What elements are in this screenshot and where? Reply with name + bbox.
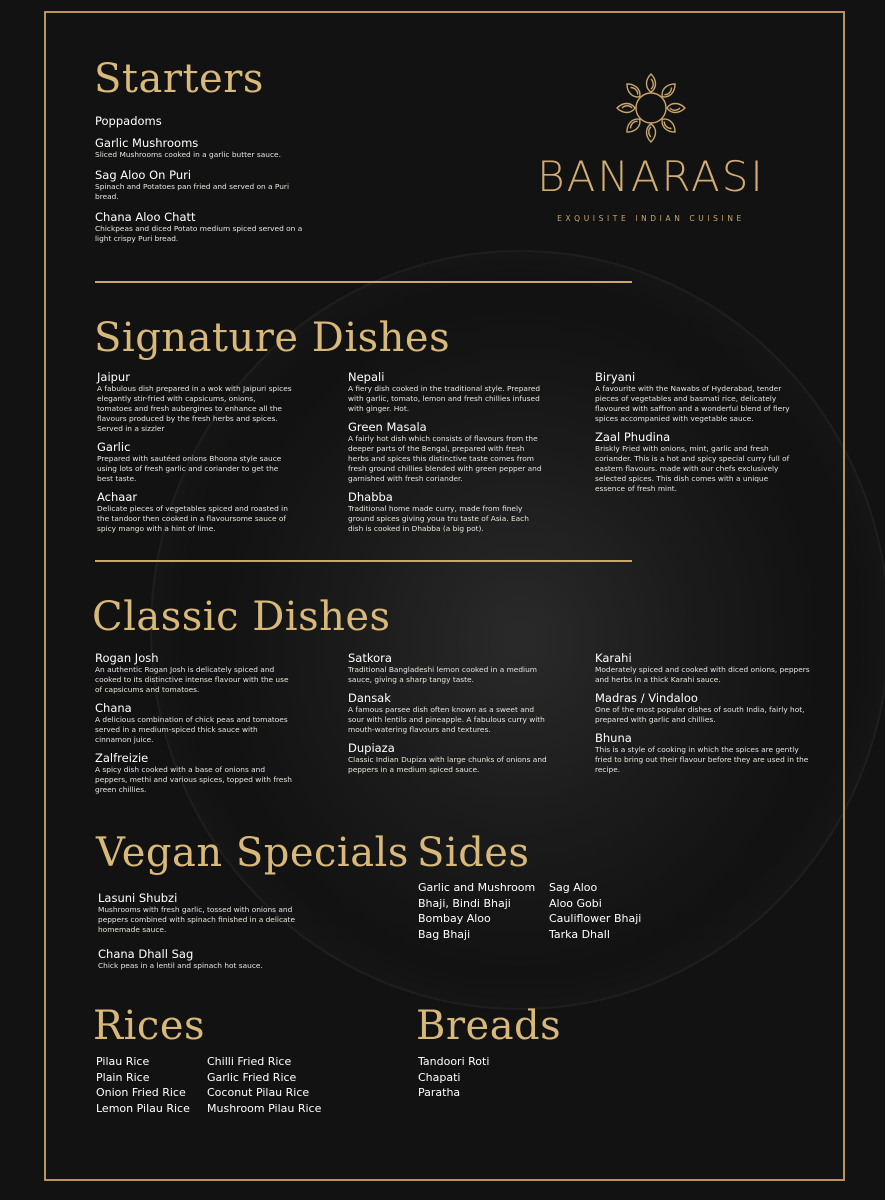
list-item: Tandoori Roti xyxy=(418,1055,490,1068)
section-divider xyxy=(95,281,632,283)
rices-column-2 xyxy=(207,1054,337,1116)
menu-item xyxy=(348,420,543,484)
starters-title: Starters xyxy=(94,56,264,102)
signature-column-2 xyxy=(348,370,543,540)
classic-title: Classic Dishes xyxy=(92,594,391,640)
list-item: Bombay Aloo xyxy=(418,912,491,925)
menu-item xyxy=(95,114,305,128)
list-item: Bhaji, Bindi Bhaji xyxy=(418,896,511,910)
dish-name: Chana Dhall Sag xyxy=(98,947,194,961)
list-item: Lemon Pilau Rice xyxy=(96,1101,190,1115)
dish-name: Zalfreizie xyxy=(95,751,149,765)
dish-name: Biryani xyxy=(595,370,636,384)
dish-name: Karahi xyxy=(595,651,632,665)
dish-description: Moderately spiced and cooked with diced onions, peppers and herbs in a thick Karahi sauce. xyxy=(595,665,810,684)
menu-item xyxy=(595,651,810,685)
dish-description: Traditional Bangladeshi lemon cooked in a medium sauce, giving a sharp tangy taste. xyxy=(348,665,537,684)
brand-tagline: EXQUISITE INDIAN CUISINE xyxy=(557,214,745,223)
dish-description: One of the most popular dishes of south India, fairly hot, prepared with garlic and chillies. xyxy=(595,705,805,724)
dish-name: Madras / Vindaloo xyxy=(595,691,698,705)
menu-item xyxy=(595,370,795,424)
list-item: Sag Aloo xyxy=(549,881,598,894)
dish-name: Nepali xyxy=(348,370,385,384)
dish-name: Chana Aloo Chatt xyxy=(95,210,196,224)
dish-description: Delicate pieces of vegetables spiced and roasted in the tandoor then cooked in a flavoursome sauce of spicy mango with a hint of lime. xyxy=(97,504,288,533)
dish-name: Chana xyxy=(95,701,132,715)
list-item: Coconut Pilau Rice xyxy=(207,1086,310,1099)
rices-column-1 xyxy=(96,1054,206,1116)
dish-description: Sliced Mushrooms cooked in a garlic butter sauce. xyxy=(95,150,281,159)
menu-item xyxy=(95,701,295,745)
dish-name: Zaal Phudina xyxy=(595,430,671,444)
dish-name: Rogan Josh xyxy=(95,651,159,665)
dish-description: A fairly hot dish which consists of flavours from the deeper parts of the Bengal, prepared with fresh herbs and spices this distinctive taste comes from fresh ground chillies blended with green pepper and garnished with fresh coriander. xyxy=(348,434,542,483)
sides-column-2 xyxy=(549,880,669,942)
list-item: Mushroom Pilau Rice xyxy=(207,1101,322,1115)
signature-title: Signature Dishes xyxy=(94,315,451,361)
dish-name: Dhabba xyxy=(348,490,393,504)
dish-name: Dansak xyxy=(348,691,391,705)
menu-item xyxy=(98,947,298,971)
dish-name: Jaipur xyxy=(97,370,130,384)
dish-name: Bhuna xyxy=(595,731,632,745)
list-item: Chilli Fried Rice xyxy=(207,1055,292,1068)
menu-item xyxy=(348,651,548,685)
dish-description: Traditional home made curry, made from finely ground spices giving youa tru taste of Asia. Each dish is cooked in Dhabba (a big pot). xyxy=(348,504,529,533)
list-item: Cauliflower Bhaji xyxy=(549,912,642,925)
menu-item xyxy=(95,651,295,695)
breads-list xyxy=(418,1054,548,1101)
menu-item xyxy=(95,136,305,160)
menu-item xyxy=(97,370,292,434)
dish-description: A fabulous dish prepared in a wok with Jaipuri spices elegantly stir-fried with capsicums, onions, tomatoes and fresh aubergines to enhance all the flavours produced by the fresh herbs and spices. Served in a sizzler xyxy=(97,384,292,433)
menu-item xyxy=(95,168,305,202)
dish-description: An authentic Rogan Josh is delicately spiced and cooked to its distinctive intense flavour with the use of capsicums and tomatoes. xyxy=(95,665,289,694)
brand-name: BANARASI xyxy=(537,152,765,201)
dish-name: Garlic xyxy=(97,440,131,454)
list-item: Tarka Dhall xyxy=(549,927,610,941)
dish-name: Satkora xyxy=(348,651,392,665)
dish-name: Garlic Mushrooms xyxy=(95,136,199,150)
dish-description: Chick peas in a lentil and spinach hot sauce. xyxy=(98,961,263,970)
dish-description: Prepared with sautéed onions Bhoona style sauce using lots of fresh garlic and coriander to get the best taste. xyxy=(97,454,282,483)
classic-column-2 xyxy=(348,651,548,781)
dish-name: Dupiaza xyxy=(348,741,395,755)
dish-description: Classic Indian Dupiza with large chunks of onions and peppers in a medium spiced sauce. xyxy=(348,755,547,774)
dish-name: Poppadoms xyxy=(95,114,162,128)
rices-title: Rices xyxy=(93,1003,206,1049)
lotus-mandala-icon xyxy=(613,70,689,146)
classic-column-3 xyxy=(595,651,810,781)
dish-name: Achaar xyxy=(97,490,138,504)
menu-item xyxy=(95,751,295,795)
list-item: Paratha xyxy=(418,1086,461,1099)
list-item: Aloo Gobi xyxy=(549,896,602,910)
list-item: Garlic and Mushroom xyxy=(418,881,536,894)
dish-description: A spicy dish cooked with a base of onions and peppers, methi and various spices, topped with fresh green chillies. xyxy=(95,765,292,794)
dish-name: Sag Aloo On Puri xyxy=(95,168,192,182)
list-item: Chapati xyxy=(418,1070,461,1084)
menu-item xyxy=(95,210,305,244)
menu-item xyxy=(98,891,298,935)
dish-description: Chickpeas and diced Potato medium spiced served on a light crispy Puri bread. xyxy=(95,224,303,243)
dish-description: Spinach and Potatoes pan fried and served on a Puri bread. xyxy=(95,182,290,201)
list-item: Plain Rice xyxy=(96,1070,150,1084)
list-item: Onion Fried Rice xyxy=(96,1086,186,1099)
dish-description: A favourite with the Nawabs of Hyderabad, tender pieces of vegetables and basmati rice, delicately flavoured with saffron and a wonderful blend of fiery spices accompanied with vegetable sauce. xyxy=(595,384,790,423)
dish-description: Briskly Fried with onions, mint, garlic and fresh coriander. This is a hot and spicy special curry full of eastern flavours. made with our chefs exclusively selected spices. This dish comes with a unique essence of fresh mint. xyxy=(595,444,790,493)
dish-description: A fiery dish cooked in the traditional style. Prepared with garlic, tomato, lemon and fresh chillies infused with ginger. Hot. xyxy=(348,384,541,413)
menu-item xyxy=(348,370,543,414)
signature-column-3 xyxy=(595,370,795,500)
classic-column-1 xyxy=(95,651,295,801)
signature-column-1 xyxy=(97,370,292,540)
list-item: Pilau Rice xyxy=(96,1055,150,1068)
list-item: Bag Bhaji xyxy=(418,927,471,941)
menu-item xyxy=(348,490,543,534)
dish-description: This is a style of cooking in which the spices are gently fried to bring out their flavour before they are used in the recipe. xyxy=(595,745,809,774)
dish-name: Green Masala xyxy=(348,420,427,434)
dish-description: A famous parsee dish often known as a sweet and sour with lentils and pineapple. A fabulous curry with mouth-watering flavours and textures. xyxy=(348,705,545,734)
section-divider xyxy=(95,560,632,562)
menu-item xyxy=(595,430,795,494)
menu-item xyxy=(348,741,548,775)
sides-title: Sides xyxy=(417,830,530,876)
menu-item xyxy=(595,691,810,725)
breads-title: Breads xyxy=(416,1003,562,1049)
dish-name: Lasuni Shubzi xyxy=(98,891,178,905)
list-item: Garlic Fried Rice xyxy=(207,1070,297,1084)
menu-item xyxy=(595,731,810,775)
starters-list xyxy=(95,114,305,252)
vegan-title: Vegan Specials xyxy=(96,830,409,876)
menu-item xyxy=(97,490,292,534)
menu-item xyxy=(348,691,548,735)
dish-description: Mushrooms with fresh garlic, tossed with onions and peppers combined with spinach finished in a delicate homemade sauce. xyxy=(98,905,296,934)
vegan-list xyxy=(98,891,298,983)
dish-description: A delicious combination of chick peas and tomatoes served in a medium-spiced thick sauce with cinnamon juice. xyxy=(95,715,288,744)
sides-column-1 xyxy=(418,880,548,942)
menu-item xyxy=(97,440,292,484)
